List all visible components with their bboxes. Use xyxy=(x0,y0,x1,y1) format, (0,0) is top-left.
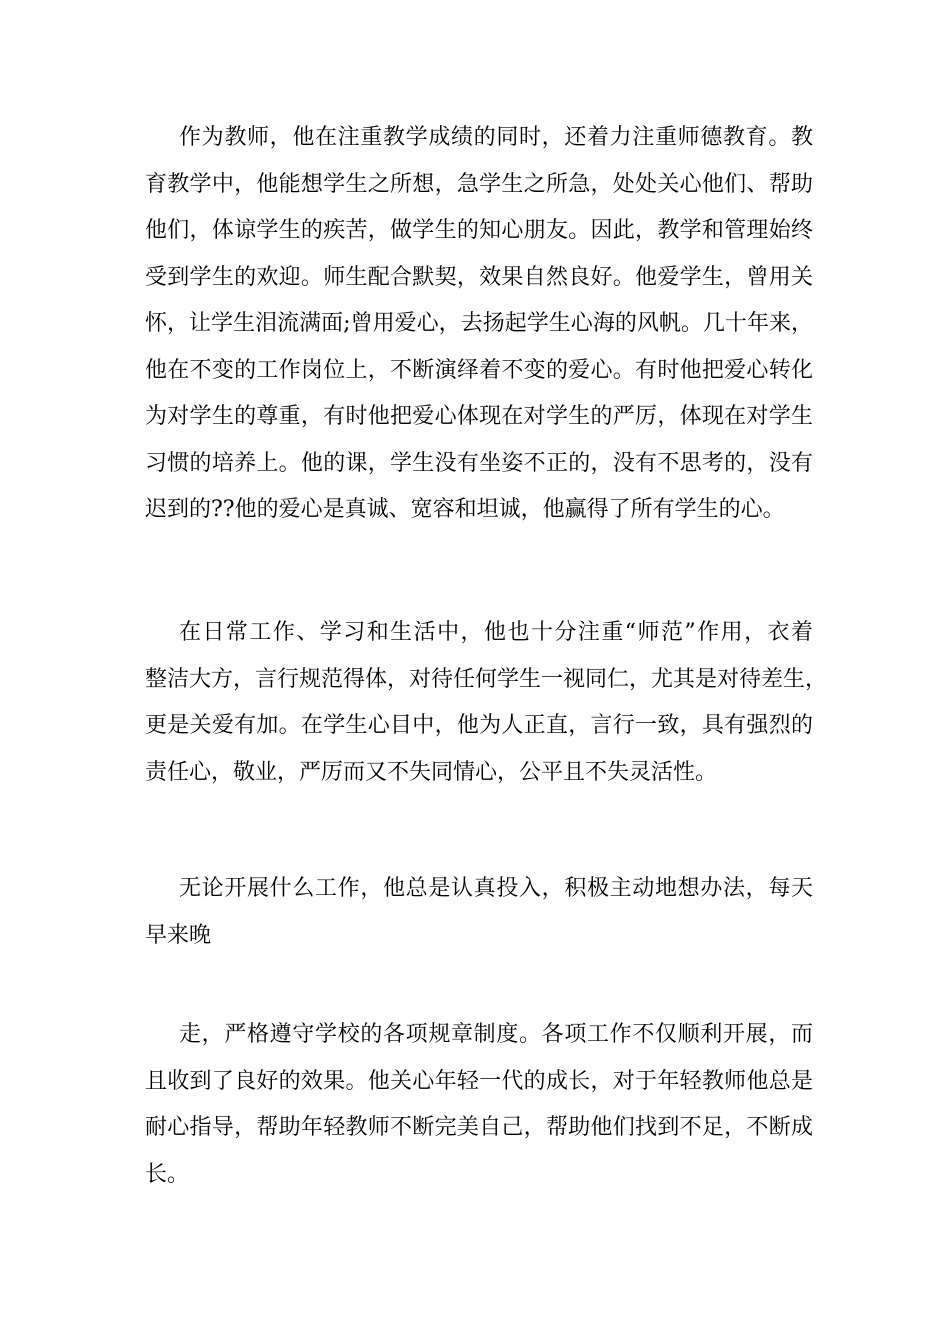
text-line: 育教学中，他能想学生之所想，急学生之所急，处处关心他们、帮助 xyxy=(145,171,813,197)
text-line: 怀，让学生泪流满面;曾用爱心，去扬起学生心海的风帆。几十年来， xyxy=(145,311,813,336)
text-line: 早来晚 xyxy=(145,922,212,948)
text-line: 更是关爱有加。在学生心目中，他为人正直，言行一致，具有强烈的 xyxy=(145,713,813,738)
text-line: 受到学生的欢迎。师生配合默契，效果自然良好。他爱学生，曾用关 xyxy=(145,264,813,290)
paragraph-work-attitude xyxy=(145,866,813,959)
paragraph-role-model xyxy=(145,610,828,796)
paragraph-mentoring xyxy=(145,1012,813,1198)
text-line: 长。 xyxy=(145,1161,190,1187)
text-line: 走，严格遵守学校的各项规章制度。各项工作不仅顺利开展，而 xyxy=(179,1022,813,1047)
text-line: 他们，体谅学生的疾苦，做学生的知心朋友。因此，教学和管理始终 xyxy=(145,218,813,243)
text-line: 无论开展什么工作，他总是认真投入，积极主动地想办法，每天 xyxy=(179,876,813,901)
text-line: 他在不变的工作岗位上，不断演绎着不变的爱心。有时他把爱心转化 xyxy=(145,357,813,383)
text-line: 责任心，敬业，严厉而又不失同情心，公平且不失灵活性。 xyxy=(145,759,718,785)
text-line: 整洁大方，言行规范得体，对待任何学生一视同仁，尤其是对待差生， xyxy=(145,666,828,692)
text-line: 在日常工作、学习和生活中，他也十分注重“师范”作用，衣着 xyxy=(179,620,813,645)
text-line: 习惯的培养上。他的课，学生没有坐姿不正的，没有不思考的，没有 xyxy=(145,450,813,476)
text-line: 耐心指导，帮助年轻教师不断完美自己，帮助他们找到不足，不断成 xyxy=(145,1115,813,1140)
text-line: 且收到了良好的效果。他关心年轻一代的成长，对于年轻教师他总是 xyxy=(145,1068,813,1094)
paragraph-teaching-ethics xyxy=(145,115,813,534)
text-line: 迟到的??他的爱心是真诚、宽容和坦诚，他赢得了所有学生的心。 xyxy=(145,497,785,522)
text-line: 为对学生的尊重，有时他把爱心体现在对学生的严厉，体现在对学生 xyxy=(145,404,813,429)
text-line: 作为教师，他在注重教学成绩的同时，还着力注重师德教育。教 xyxy=(179,125,813,150)
